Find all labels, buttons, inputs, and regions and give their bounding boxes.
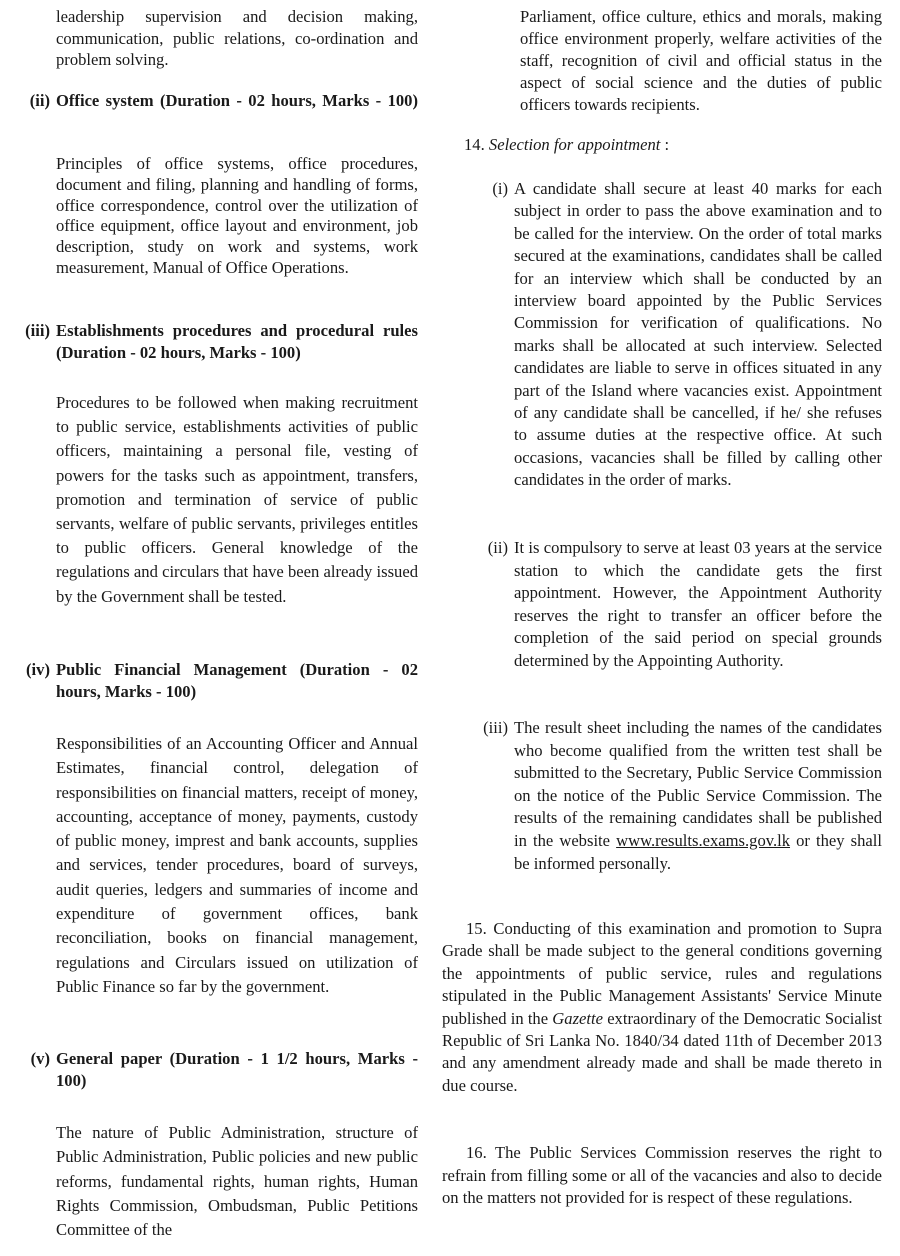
- subject-body-text: Procedures to be followed when making recruitment to public service, establishments activities of public officers, maintaining a personal file, vesting of powers for the tasks such as appointment, transfers, promotion and termination of service of public servants, welfare of public servants, privileges entitles to public officers. General knowledge of the regulations and circulars that have been already issued by the Government shall be tested.: [56, 393, 418, 606]
- subject-number: (iv): [26, 660, 50, 679]
- section-14-heading: [464, 134, 882, 156]
- item-text: It is compulsory to serve at least 03 years at the service station to which the candidate gets the first appointment. However, the Appointment Authority reserves the right to transfer an officer before the completion of the said period on special grounds determined by the Appointing Authority.: [514, 538, 882, 670]
- section-15-part: 15. Conducting of this examination and promotion to Supra Grade shall be made subject to the general conditions governing the appointments of public service, rules and regulations stipulated in the Public Management Assistants' Service Minute published in the: [442, 919, 882, 1028]
- results-website-link[interactable]: www.results.exams.gov.lk: [616, 830, 791, 850]
- item-number: (ii): [487, 538, 508, 557]
- subject-body-text: Responsibilities of an Accounting Officer and Annual Estimates, financial control, delegation of responsibilities on financial matters, receipt of money, accounting, acceptance of money, payments, custody of public money, imprest and bank accounts, supplies and services, tender procedures, board of surveys, audit queries, ledgers and summaries of income and expenditure of government offices, bank reconciliation, books on financial management, regulations and Circulars issued on utilization of Public Finance so far by the government.: [56, 734, 418, 996]
- item-text: [514, 717, 882, 875]
- intro-continuation: [56, 6, 418, 71]
- section-15-text: [442, 918, 882, 1097]
- subject-body-text: Principles of office systems, office procedures, document and filing, planning and handling of forms, office correspondence, control over the utilization of office equipment, office layout and environment, job description, study on work and systems, work measurement, Manual of Office Operations.: [56, 154, 418, 277]
- section-16: [442, 1142, 882, 1210]
- subject-general-paper: [20, 1048, 418, 1091]
- item-number: (i): [492, 179, 508, 198]
- subject-body-text: The nature of Public Administration, structure of Public Administration, Public policies and new public reforms, fundamental rights, human rights, Human Rights Commission, Ombudsman, Public Petitions Committee of the: [56, 1123, 418, 1240]
- subject-public-financial-management-body: [56, 732, 418, 999]
- item-text: A candidate shall secure at least 40 marks for each subject in order to pass the above examination and to be called for the interview. On the order of total marks secured at the examinations, candidates shall be called for an interview which shall be conducted by an interview board appointed by the Public Services Commission for verification of qualifications. No marks shall be allocated at such interview. Selected candidates are liable to serve in offices situated in any part of the Island where vacancies exist. Appointment of any candidate shall be cancelled, if he/ she refuses to assume duties at the respective office. At such occasions, vacancies shall be filled by calling other candidates in the order of marks.: [514, 179, 882, 490]
- section-16-text: 16. The Public Services Commission reserves the right to refrain from filling some or all of the vacancies and also to decide on the matters not provided for is respect of these regulations.: [442, 1143, 882, 1208]
- general-paper-continuation-text: Parliament, office culture, ethics and morals, making office environment properly, welfare activities of the staff, recognition of civil and official status in the aspect of social science and the duties of public officers towards recipients.: [520, 7, 882, 114]
- section-14-item-ii: [476, 537, 882, 673]
- section-14-item-iii: [476, 717, 882, 875]
- subject-title: General paper (Duration - 1 1/2 hours, Marks - 100): [56, 1049, 418, 1090]
- section-15-part: extraordinary of the Democratic Socialist Republic of Sri Lanka No. 1840/34 dated 11th of December 2013 and any amendment already made and shall be made thereto in due course.: [442, 1008, 882, 1095]
- item-number: (iii): [483, 718, 508, 737]
- subject-public-financial-management: [20, 659, 418, 702]
- section-title-colon: :: [660, 135, 670, 154]
- subject-title: Public Financial Management (Duration - 02 hours, Marks - 100): [56, 660, 418, 701]
- subject-number: (ii): [29, 91, 50, 110]
- intro-continuation-text: leadership supervision and decision making, communication, public relations, co-ordination and problem solving.: [56, 7, 418, 70]
- gazette-word: Gazette: [552, 1008, 603, 1028]
- section-number: 14.: [464, 135, 485, 154]
- subject-office-system-body: [56, 154, 418, 279]
- general-paper-continuation: [520, 6, 882, 116]
- subject-office-system: [20, 90, 418, 112]
- subject-number: (iii): [25, 321, 50, 340]
- section-14-item-i: [476, 178, 882, 492]
- subject-title: Establishments procedures and procedural rules (Duration - 02 hours, Marks - 100): [56, 321, 418, 362]
- subject-establishments: [20, 320, 418, 363]
- subject-general-paper-body: [56, 1121, 418, 1242]
- item-text-part: The result sheet including the names of the candidates who become qualified from the written test shall be submitted to the Secretary, Public Service Commission on the notice of the Public Service Commission. The results of the remaining candidates shall be published in the website: [514, 718, 882, 850]
- subject-establishments-body: [56, 391, 418, 609]
- subject-title: Office system (Duration - 02 hours, Marks - 100): [56, 91, 418, 110]
- subject-number: (v): [30, 1049, 50, 1068]
- item-text-part: or they shall be informed personally.: [514, 830, 882, 873]
- section-title: Selection for appointment: [488, 135, 661, 154]
- section-15: [442, 918, 882, 1097]
